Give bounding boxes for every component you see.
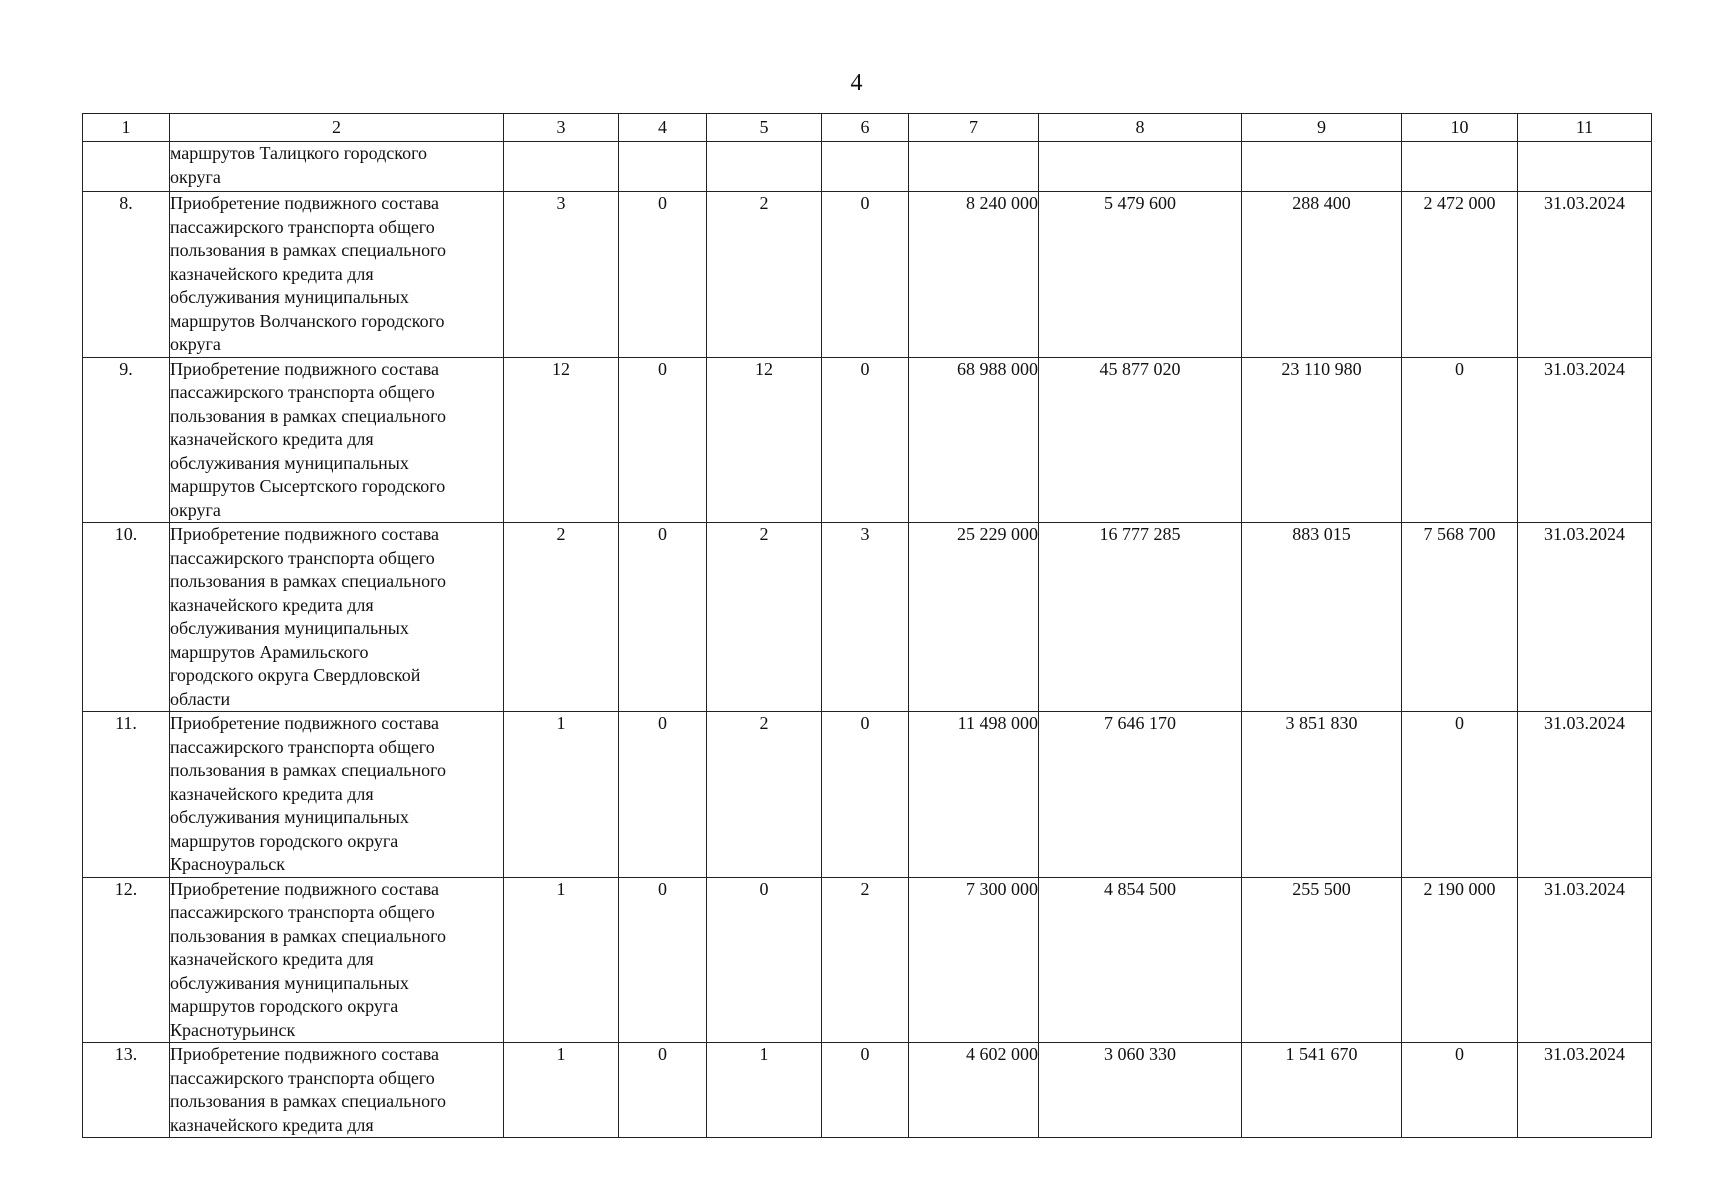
- column-header: 7: [909, 114, 1039, 142]
- date-cell: 31.03.2024: [1518, 712, 1652, 878]
- description-line: маршрутов Арамильского: [170, 641, 369, 662]
- description-cell: [170, 877, 504, 1043]
- description-cell: [170, 523, 504, 712]
- amount-cell: 68 988 000: [909, 357, 1039, 523]
- amount-cell: 2 190 000: [1402, 877, 1518, 1043]
- amount-cell: 7 300 000: [909, 877, 1039, 1043]
- page-number: 4: [850, 70, 863, 96]
- table-cell: [1242, 142, 1402, 192]
- row-number-cell: 13.: [83, 1043, 170, 1138]
- description-line: Приобретение подвижного состава: [170, 193, 440, 213]
- amount-cell: 0: [1402, 357, 1518, 523]
- date-cell: 31.03.2024: [1518, 877, 1652, 1043]
- description-line: пользования в рамках специального: [170, 925, 447, 946]
- amount-cell: 3 060 330: [1039, 1043, 1242, 1138]
- description-line: казначейского кредита для: [170, 949, 374, 969]
- description-cell: [170, 357, 504, 523]
- count-cell: 2: [707, 712, 822, 878]
- description-line: Красноуральск: [170, 854, 286, 874]
- date-cell: 31.03.2024: [1518, 357, 1652, 523]
- header-row: [83, 114, 1652, 142]
- amount-cell: 4 602 000: [909, 1043, 1039, 1138]
- table-row: [83, 357, 1652, 523]
- count-cell: 0: [707, 877, 822, 1043]
- count-cell: 12: [707, 357, 822, 523]
- description-line: маршрутов городского округа: [170, 830, 399, 851]
- table-cell: [504, 142, 619, 192]
- description-line: казначейского кредита для: [170, 783, 374, 804]
- column-header: 11: [1518, 114, 1652, 142]
- column-header: 8: [1039, 114, 1242, 142]
- description-line: казначейского кредита для: [170, 263, 374, 284]
- description-line: Краснотурьинск: [170, 1019, 296, 1040]
- count-cell: 0: [822, 192, 909, 358]
- amount-cell: 8 240 000: [909, 192, 1039, 358]
- description-line: области: [170, 688, 231, 709]
- amount-cell: 288 400: [1242, 192, 1402, 358]
- table-row: [83, 192, 1652, 358]
- description-line: обслуживания муниципальных: [170, 452, 409, 473]
- amount-cell: 0: [1402, 1043, 1518, 1138]
- column-header: 2: [170, 114, 504, 142]
- description-line: казначейского кредита для: [170, 429, 374, 449]
- description-line: городского округа Свердловской: [170, 665, 421, 685]
- count-cell: 0: [822, 712, 909, 878]
- count-cell: 0: [822, 357, 909, 523]
- count-cell: 3: [822, 523, 909, 712]
- continuation-row: [83, 142, 1652, 192]
- description-line: пользования в рамках специального: [170, 1091, 447, 1111]
- column-header: 10: [1402, 114, 1518, 142]
- count-cell: 0: [619, 712, 707, 878]
- description-line: Приобретение подвижного состава: [170, 1044, 440, 1064]
- description-line: пользования в рамках специального: [170, 571, 447, 591]
- amount-cell: 4 854 500: [1039, 877, 1242, 1043]
- description-cell: [170, 1043, 504, 1138]
- description-line: Приобретение подвижного состава: [170, 358, 440, 379]
- table-cell: [1039, 142, 1242, 192]
- description-cell: [170, 142, 504, 192]
- count-cell: 0: [619, 357, 707, 523]
- description-line: маршрутов Сысертского городского: [170, 476, 446, 496]
- description-line: обслуживания муниципальных: [170, 618, 409, 638]
- column-header: 1: [83, 114, 170, 142]
- description-line: Приобретение подвижного состава: [170, 713, 440, 733]
- description-line: маршрутов Волчанского городского: [170, 310, 445, 331]
- count-cell: 3: [504, 192, 619, 358]
- count-cell: 1: [504, 712, 619, 878]
- table-cell: [1518, 142, 1652, 192]
- count-cell: 1: [707, 1043, 822, 1138]
- row-number-cell: 10.: [83, 523, 170, 712]
- column-header: 3: [504, 114, 619, 142]
- amount-cell: 11 498 000: [909, 712, 1039, 878]
- amount-cell: 23 110 980: [1242, 357, 1402, 523]
- amount-cell: 1 541 670: [1242, 1043, 1402, 1138]
- description-line: казначейского кредита для: [170, 1114, 374, 1135]
- row-number-cell: 8.: [83, 192, 170, 358]
- table-row: [83, 877, 1652, 1043]
- amount-cell: 5 479 600: [1039, 192, 1242, 358]
- table-cell: [909, 142, 1039, 192]
- count-cell: 1: [504, 1043, 619, 1138]
- column-header: 5: [707, 114, 822, 142]
- amount-cell: 2 472 000: [1402, 192, 1518, 358]
- amount-cell: 7 646 170: [1039, 712, 1242, 878]
- amount-cell: 883 015: [1242, 523, 1402, 712]
- table-cell: [707, 142, 822, 192]
- count-cell: 0: [619, 523, 707, 712]
- row-number-cell: 12.: [83, 877, 170, 1043]
- description-line: пассажирского транспорта общего: [170, 547, 435, 568]
- count-cell: 2: [707, 192, 822, 358]
- count-cell: 1: [504, 877, 619, 1043]
- amount-cell: 7 568 700: [1402, 523, 1518, 712]
- description-line: пассажирского транспорта общего: [170, 736, 435, 757]
- description-line: пассажирского транспорта общего: [170, 382, 435, 402]
- amount-cell: 45 877 020: [1039, 357, 1242, 523]
- row-number-cell: [83, 142, 170, 192]
- description-line: обслуживания муниципальных: [170, 807, 409, 827]
- column-header: 4: [619, 114, 707, 142]
- description-line: пользования в рамках специального: [170, 405, 447, 426]
- budget-table: [82, 113, 1652, 1138]
- amount-cell: 25 229 000: [909, 523, 1039, 712]
- description-line: пассажирского транспорта общего: [170, 1067, 435, 1088]
- date-cell: 31.03.2024: [1518, 523, 1652, 712]
- description-line: округа: [170, 499, 221, 520]
- description-line: Приобретение подвижного состава: [170, 524, 440, 544]
- column-header: 9: [1242, 114, 1402, 142]
- date-cell: 31.03.2024: [1518, 192, 1652, 358]
- column-header: 6: [822, 114, 909, 142]
- date-cell: 31.03.2024: [1518, 1043, 1652, 1138]
- amount-cell: 3 851 830: [1242, 712, 1402, 878]
- description-line: пассажирского транспорта общего: [170, 902, 435, 922]
- row-number-cell: 9.: [83, 357, 170, 523]
- count-cell: 2: [822, 877, 909, 1043]
- description-line: Приобретение подвижного состава: [170, 878, 440, 899]
- description-line: пользования в рамках специального: [170, 760, 447, 780]
- amount-cell: 16 777 285: [1039, 523, 1242, 712]
- amount-cell: 0: [1402, 712, 1518, 878]
- count-cell: 2: [504, 523, 619, 712]
- count-cell: 2: [707, 523, 822, 712]
- table-row: [83, 523, 1652, 712]
- count-cell: 0: [822, 1043, 909, 1138]
- count-cell: 0: [619, 877, 707, 1043]
- table-row: [83, 712, 1652, 878]
- count-cell: 12: [504, 357, 619, 523]
- count-cell: 0: [619, 1043, 707, 1138]
- description-line: округа: [170, 166, 221, 187]
- row-number-cell: 11.: [83, 712, 170, 878]
- description-line: маршрутов Талицкого городского: [170, 143, 428, 163]
- description-line: пользования в рамках специального: [170, 240, 447, 260]
- table-cell: [1402, 142, 1518, 192]
- description-line: казначейского кредита для: [170, 594, 374, 615]
- description-line: пассажирского транспорта общего: [170, 216, 435, 237]
- description-cell: [170, 712, 504, 878]
- count-cell: 0: [619, 192, 707, 358]
- table-row: [83, 1043, 1652, 1138]
- amount-cell: 255 500: [1242, 877, 1402, 1043]
- description-line: обслуживания муниципальных: [170, 972, 409, 993]
- description-cell: [170, 192, 504, 358]
- description-line: округа: [170, 334, 221, 354]
- table-cell: [619, 142, 707, 192]
- description-line: маршрутов городского округа: [170, 996, 399, 1016]
- table-cell: [822, 142, 909, 192]
- description-line: обслуживания муниципальных: [170, 287, 409, 307]
